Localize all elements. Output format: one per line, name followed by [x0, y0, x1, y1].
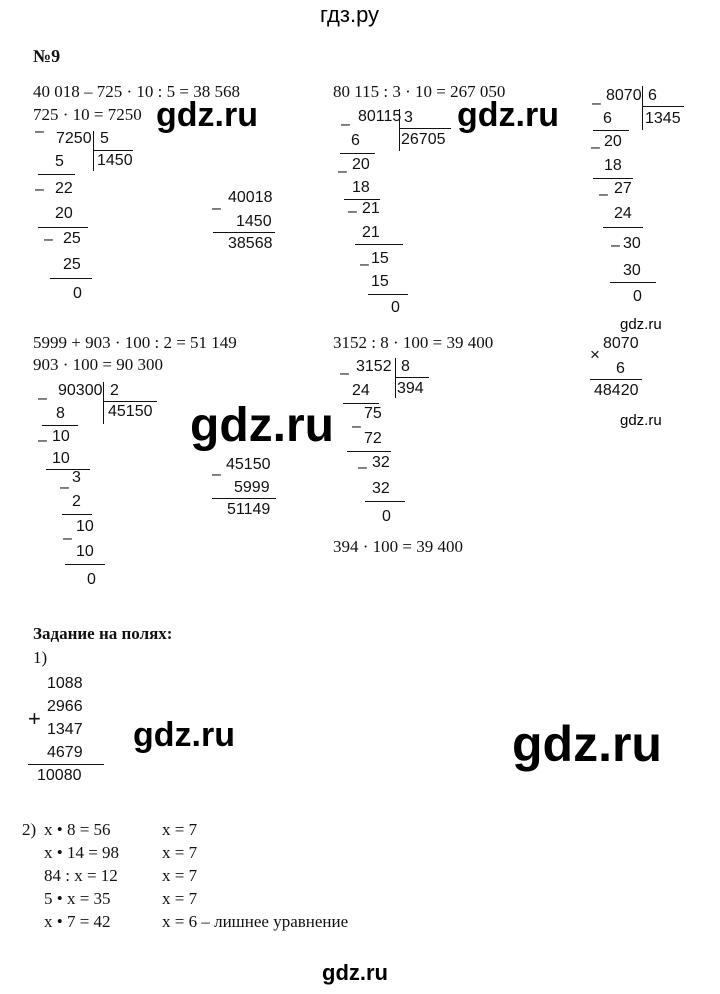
divisor: 6: [648, 87, 657, 104]
quotient: 394: [397, 380, 424, 397]
quotient: 26705: [401, 131, 446, 148]
site-title: гдз.ру: [320, 2, 380, 27]
quotient: 1345: [645, 110, 681, 127]
watermark: gdz.ru: [457, 96, 559, 134]
divisor: 8: [401, 358, 410, 375]
margin-task-heading: Задание на полях:: [33, 624, 173, 643]
expression-2: 80 115 : 3 · 10 = 267 050: [333, 82, 506, 101]
expression-1: 40 018 – 725 · 10 : 5 = 38 568: [33, 82, 240, 101]
divisor: 2: [110, 382, 119, 399]
dividend: 90300: [58, 382, 103, 399]
step-4: 903 · 100 = 90 300: [33, 355, 163, 374]
equation-answer: x = 7: [162, 820, 198, 839]
watermark: gdz.ru: [620, 316, 662, 333]
final-step-5: 394 · 100 = 39 400: [333, 537, 463, 556]
quotient: 1450: [97, 152, 133, 169]
dividend: 8070: [606, 87, 642, 104]
equation: x • 8 = 56: [44, 820, 111, 839]
watermark: gdz.ru: [190, 399, 334, 452]
equation: 84 : x = 12: [44, 866, 118, 885]
task-number: №9: [33, 46, 61, 66]
part-1-label: 1): [33, 648, 48, 667]
watermark: gdz.ru: [322, 960, 388, 985]
equation-answer: x = 7: [162, 866, 198, 885]
dividend: 3152: [356, 358, 392, 375]
divisor: 5: [100, 130, 109, 147]
watermark: gdz.ru: [133, 716, 235, 754]
equation: 5 • x = 35: [44, 889, 111, 908]
dividend: 80115: [358, 108, 402, 125]
equation-answer: x = 6 – лишнее уравнение: [162, 912, 349, 931]
step-1: 725 · 10 = 7250: [33, 105, 142, 124]
expression-4: 5999 + 903 · 100 : 2 = 51 149: [33, 333, 237, 352]
equation-answer: x = 7: [162, 843, 198, 862]
quotient: 45150: [108, 403, 153, 420]
equation-answer: x = 7: [162, 889, 198, 908]
equation: x • 14 = 98: [44, 843, 120, 862]
expression-5: 3152 : 8 · 100 = 39 400: [333, 333, 494, 352]
dividend: 7250: [56, 130, 92, 147]
divisor: 3: [404, 109, 413, 126]
part-2-label: 2): [22, 820, 37, 839]
watermark: gdz.ru: [512, 716, 662, 772]
watermark: gdz.ru: [156, 96, 258, 134]
equation: x • 7 = 42: [44, 912, 111, 931]
watermark: gdz.ru: [620, 412, 662, 429]
